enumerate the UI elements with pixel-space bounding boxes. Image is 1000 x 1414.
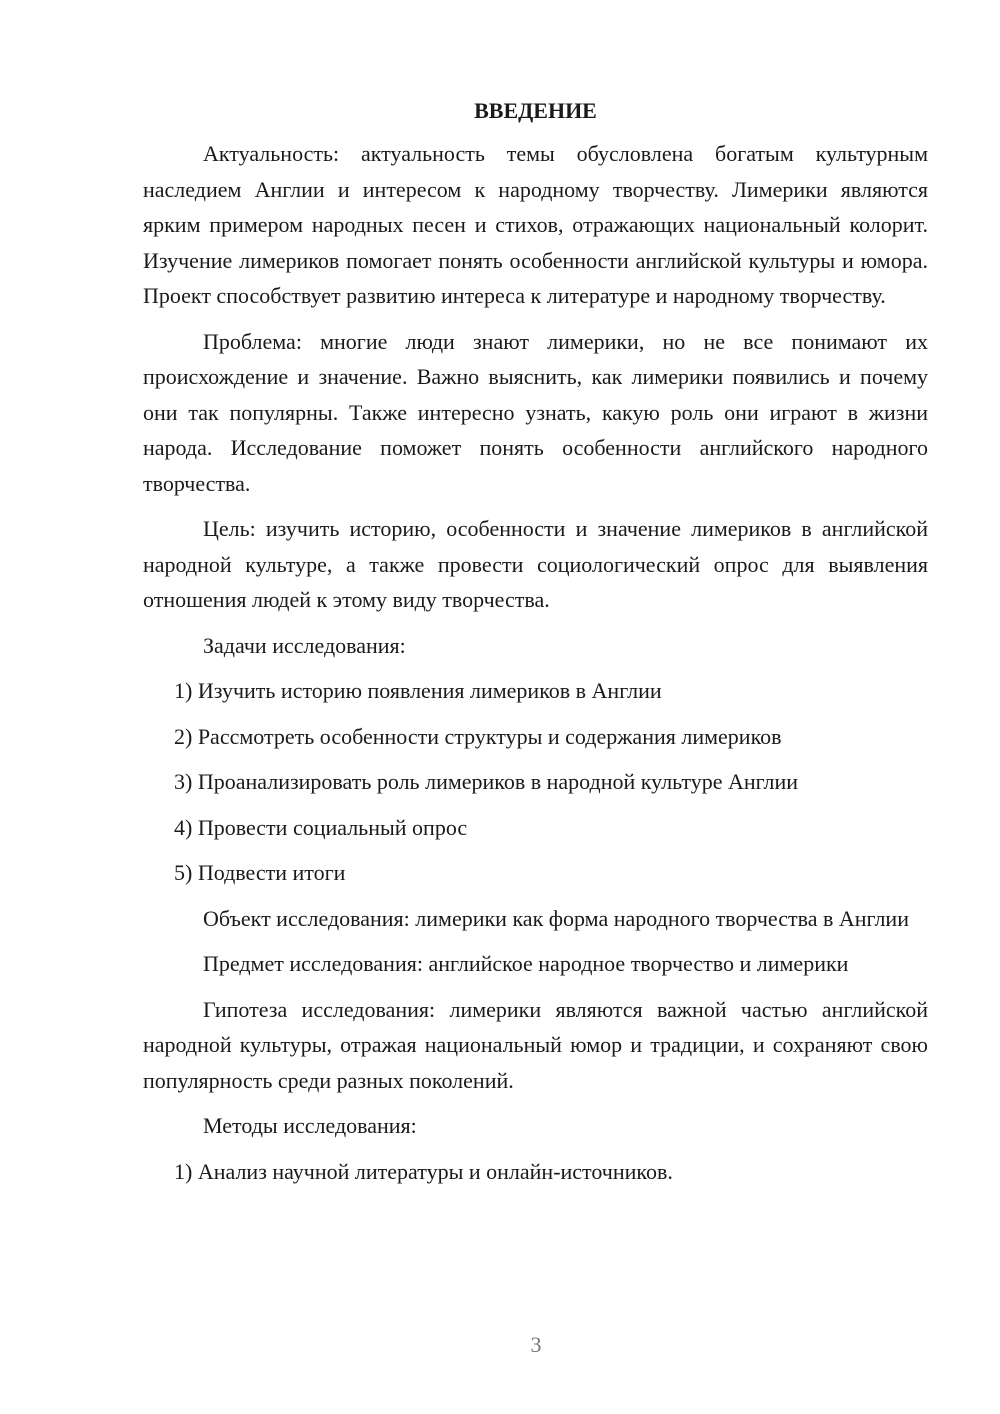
tasks-heading: Задачи исследования: bbox=[203, 632, 406, 658]
section-title: ВВЕДЕНИЕ bbox=[474, 98, 597, 123]
page-number: 3 bbox=[530, 1332, 542, 1357]
list-item: 1) Анализ научной литературы и онлайн-источников. bbox=[174, 1158, 673, 1184]
methods-heading: Методы исследования: bbox=[203, 1113, 417, 1138]
list-item: 2) Рассмотреть особенности структуры и содержания лимериков bbox=[174, 723, 782, 749]
subject-paragraph: Предмет исследования: английское народное творчество и лимерики bbox=[203, 951, 849, 976]
list-item: 5) Подвести итоги bbox=[174, 860, 346, 885]
methods-list bbox=[143, 1154, 928, 1190]
list-item: 3) Проанализировать роль лимериков в народной культуре Англии bbox=[174, 769, 799, 794]
relevance-paragraph: Актуальность: актуальность темы обусловлена богатым культурным наследием Англии и интересом к народному творчеству. Лимерики являются ярким примером народных песен и стихов, отражающих национальный колорит. Изучение лимериков помогает понять особенности английской культуры и юмора. Проект способствует развитию интереса к литературе и народному творчеству. bbox=[143, 141, 928, 308]
problem-paragraph: Проблема: многие люди знают лимерики, но не все понимают их происхождение и значение. Важно выяснить, как лимерики появились и почему они так популярны. Также интересно узнать, какую роль они играют в жизни народа. Исследование поможет понять особенности английского народного творчества. bbox=[143, 328, 928, 496]
hypothesis-paragraph: Гипотеза исследования: лимерики являются важной частью английской народной культуры, отражая национальный юмор и традиции, и сохраняют свою популярность среди разных поколений. bbox=[143, 996, 928, 1093]
page-content bbox=[143, 96, 928, 1199]
object-paragraph: Объект исследования: лимерики как форма народного творчества в Англии bbox=[203, 905, 909, 931]
list-item: 4) Провести социальный опрос bbox=[174, 814, 468, 840]
list-item: 1) Изучить историю появления лимериков в Англии bbox=[174, 678, 662, 703]
tasks-list bbox=[143, 673, 928, 891]
goal-paragraph: Цель: изучить историю, особенности и значение лимериков в английской народной культуре, а также провести социологический опрос для выявления отношения людей к этому виду творчества. bbox=[143, 516, 928, 612]
